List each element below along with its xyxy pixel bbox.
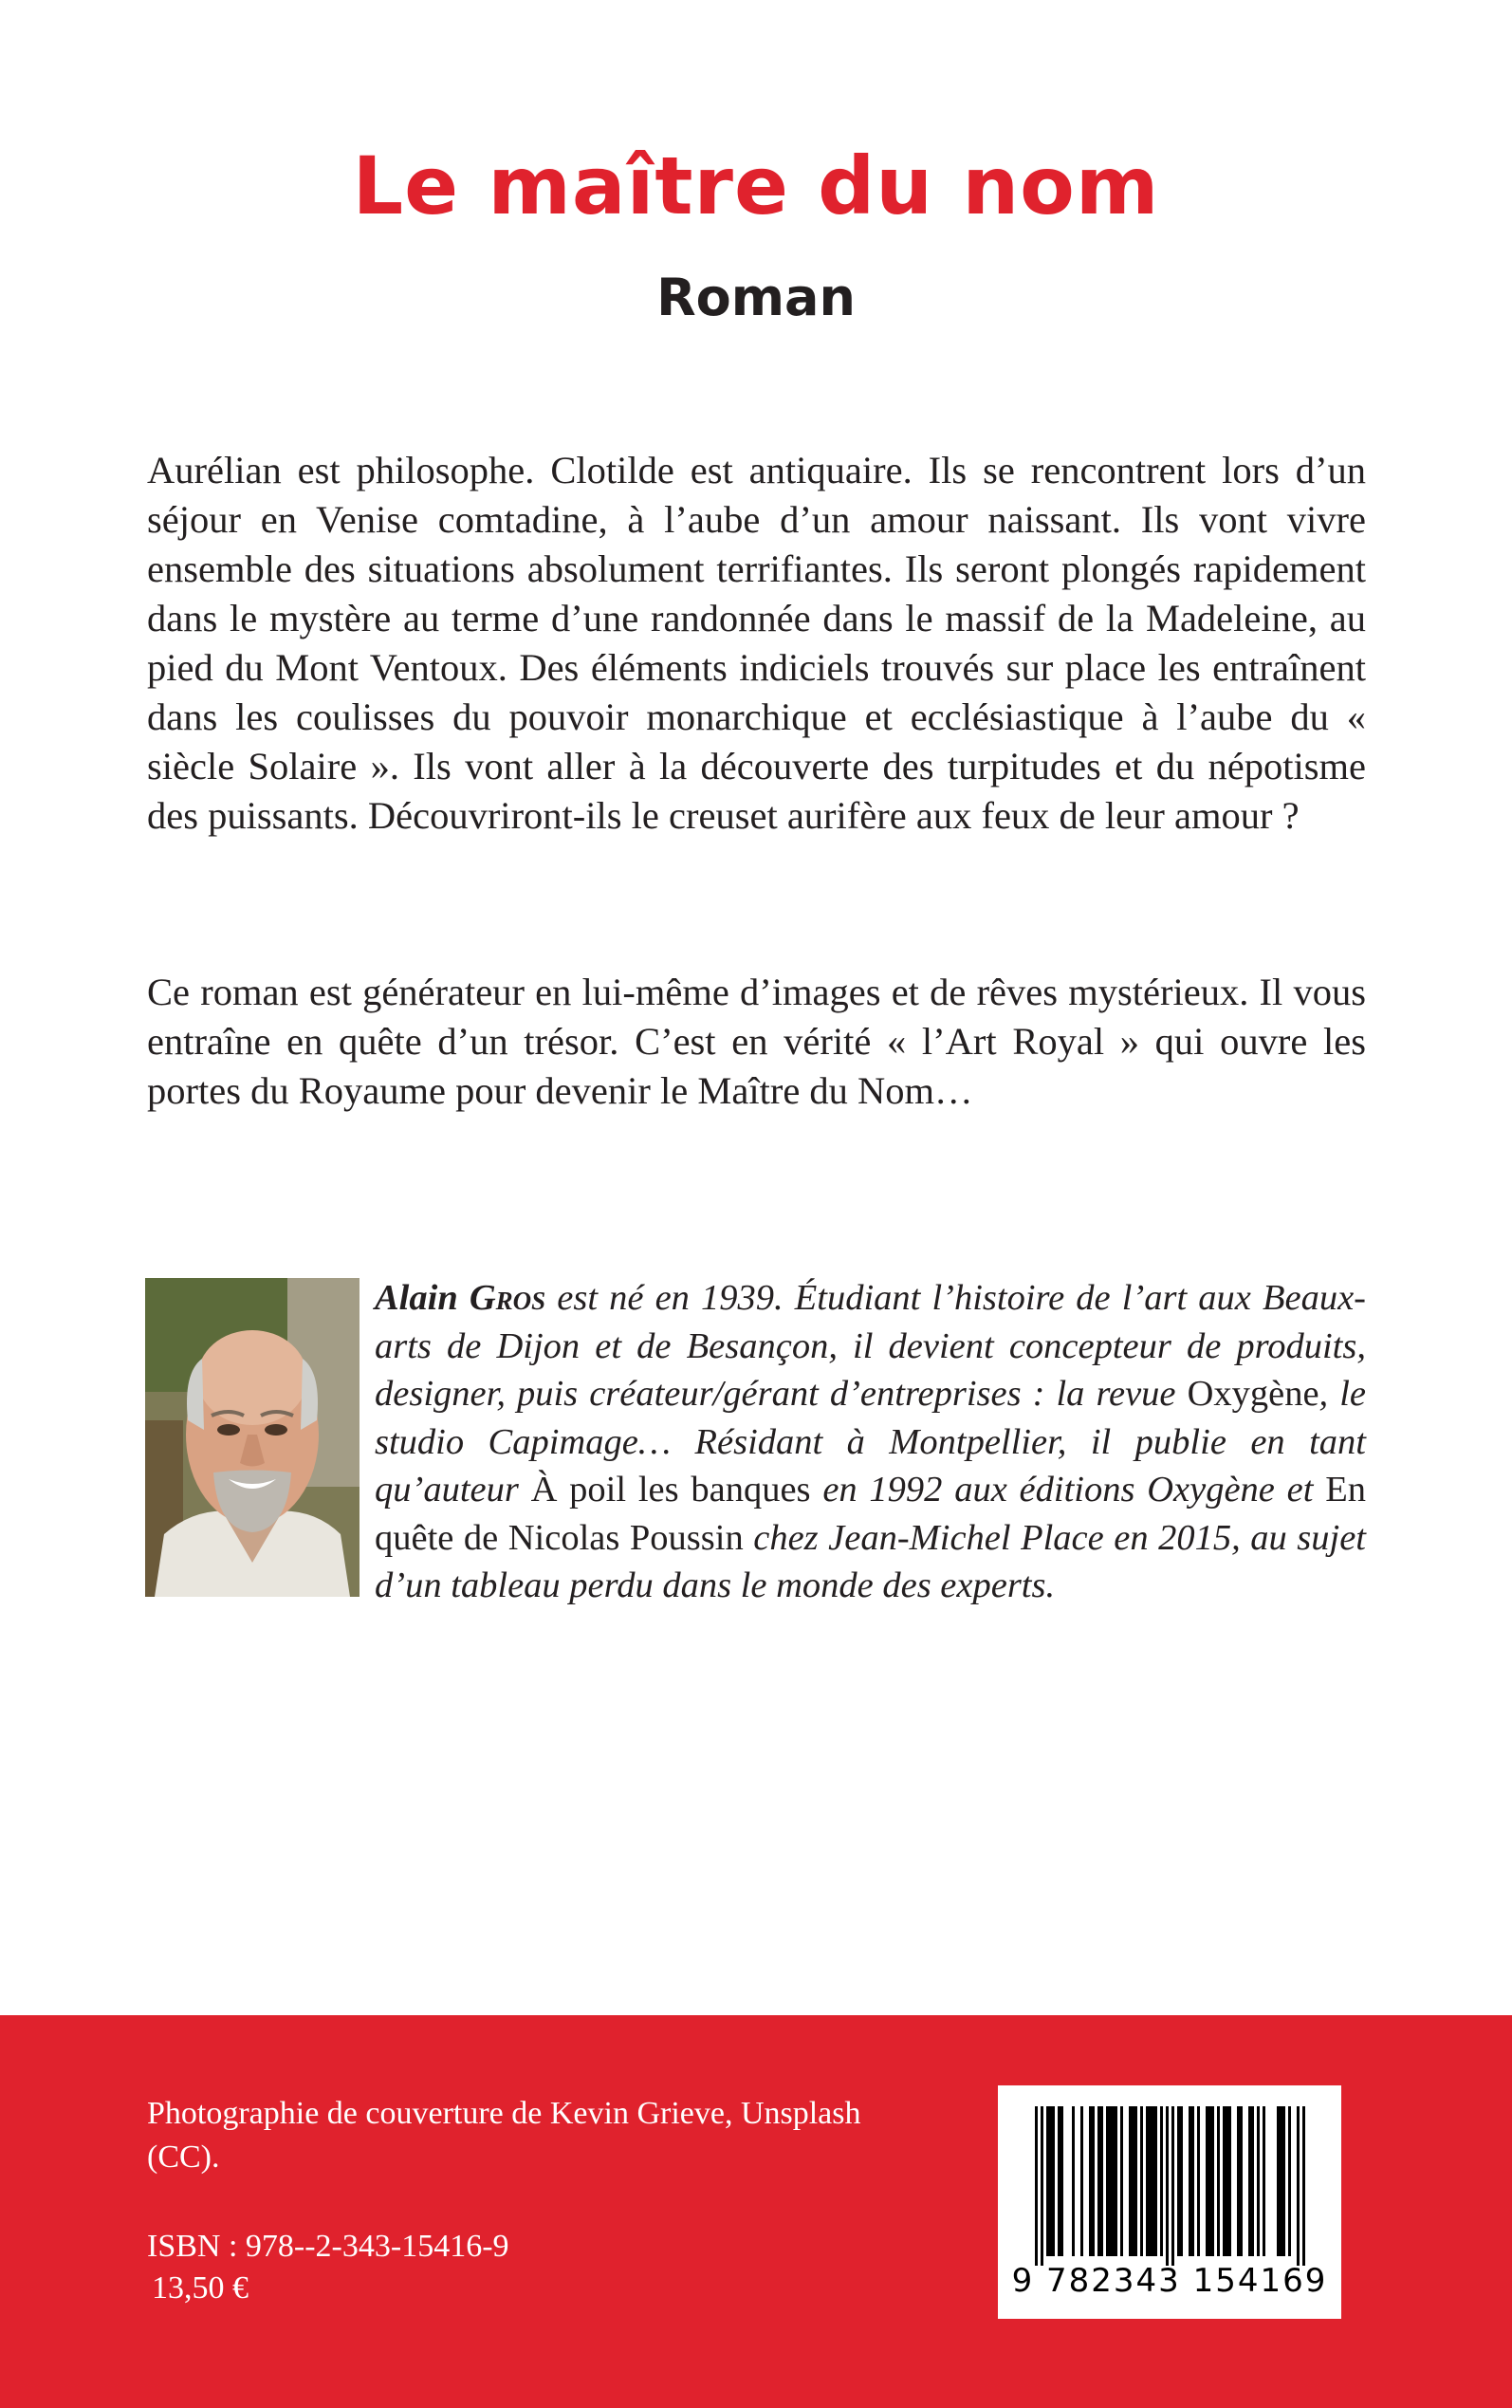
- barcode-bar: [1041, 2106, 1043, 2266]
- barcode-bar: [1115, 2106, 1117, 2256]
- barcode-bar: [1109, 2106, 1112, 2256]
- barcode-bar: [1171, 2106, 1174, 2266]
- barcode-bar: [1089, 2106, 1092, 2256]
- barcode-bar: [1072, 2106, 1075, 2256]
- barcode-bar: [1280, 2106, 1282, 2256]
- synopsis-paragraph-2: Ce roman est générateur en lui-même d’images et de rêves mystérieux. Il vous entraîne en quête d’un trésor. C’est en vérité « l’Art Royal » qui ouvre les portes du Royaume pour devenir le Maître du Nom…: [147, 971, 1366, 1112]
- barcode-bar: [1251, 2106, 1254, 2256]
- barcode-bar: [1112, 2106, 1115, 2256]
- barcode-bar: [1166, 2106, 1169, 2266]
- barcode-bar: [1277, 2106, 1280, 2256]
- book-title: Le maître du nom: [352, 139, 1160, 232]
- barcode-bar: [1092, 2106, 1095, 2256]
- barcode-bar: [1297, 2106, 1300, 2266]
- barcode-bar: [1049, 2106, 1052, 2256]
- author-photo: [145, 1278, 360, 1597]
- author-last-name: Gros: [469, 1278, 546, 1318]
- barcode-bar: [1217, 2106, 1220, 2256]
- barcode-bar: [1154, 2106, 1157, 2256]
- author-book-1-title: À poil les banques: [530, 1470, 811, 1510]
- barcode-bar: [1211, 2106, 1214, 2256]
- barcode-bar: [1226, 2106, 1228, 2256]
- barcode-bar: [1120, 2106, 1123, 2256]
- author-bio-text-2: , le studio Capimage… Résidant à Montpellier, il publie en tant qu’auteur: [375, 1374, 1366, 1510]
- barcode-bar: [1240, 2106, 1243, 2256]
- isbn: ISBN : 978--2-343-15416-9: [147, 2229, 509, 2264]
- barcode-bar: [1046, 2106, 1049, 2256]
- barcode-bar: [1097, 2106, 1100, 2256]
- barcode-bar: [1191, 2106, 1194, 2256]
- barcode-bar: [1060, 2106, 1063, 2256]
- synopsis-paragraph-1: Aurélian est philosophe. Clotilde est antiquaire. Ils se rencontrent lors d’un séjour en Venise comtadine, à l’aube d’un amour naissant. Ils vont vivre ensemble des situations absolument terrifiantes. Ils seront plongés rapidement dans le mystère au terme d’une randonnée dans le massif de la Madeleine, au pied du Mont Ventoux. Des éléments indiciels trouvés sur place les entraînent dans les coulisses du pouvoir monarchique et ecclésiastique à l’aube du « siècle Solaire ». Ils vont aller à la découverte des turpitudes et du népotisme des puissants. Découvriront-ils le creuset aurifère aux feux de leur amour ?: [147, 449, 1366, 837]
- author-magazine-name: Oxygène: [1187, 1374, 1319, 1414]
- barcode-bar: [1035, 2106, 1038, 2266]
- author-first-name: Alain: [375, 1278, 458, 1318]
- barcode-bar: [1237, 2106, 1240, 2256]
- barcode-bar: [1263, 2106, 1265, 2256]
- barcode-bar: [1206, 2106, 1208, 2256]
- barcode-bar: [1160, 2106, 1163, 2256]
- barcode-bar: [1282, 2106, 1285, 2256]
- barcode-bar: [1080, 2106, 1083, 2256]
- author-bio-text-1: est né en 1939. Étudiant l’histoire de l’art aux Beaux-arts de Dijon et de Besançon, il devient concepteur de produits, designer, puis créateur/gérant d’entreprises : la revue: [375, 1278, 1367, 1414]
- barcode-bar: [1132, 2106, 1134, 2256]
- price: 13,50 €: [152, 2270, 249, 2306]
- barcode-bar: [1177, 2106, 1180, 2256]
- barcode-bar: [1248, 2106, 1251, 2256]
- barcode-bar: [1058, 2106, 1060, 2256]
- author-bio-text-3: en 1992 aux éditions Oxygène et: [810, 1470, 1326, 1510]
- book-genre-subtitle: Roman: [656, 268, 856, 327]
- barcode-bar: [1149, 2106, 1152, 2256]
- barcode-bar: [1152, 2106, 1154, 2256]
- author-bio: [375, 1274, 1366, 1610]
- barcode-bar: [1228, 2106, 1231, 2256]
- barcode-bar: [1129, 2106, 1132, 2256]
- author-bio-text-4: chez Jean-Michel Place en 2015, au sujet d’un tableau perdu dans le monde des experts.: [375, 1517, 1366, 1605]
- barcode-bar: [1189, 2106, 1191, 2256]
- author-book-2-title: En quête de Nicolas Poussin: [375, 1470, 1366, 1558]
- barcode-number: 9 782343 154169: [1011, 2262, 1328, 2300]
- barcode-bar: [1197, 2106, 1200, 2256]
- barcode-panel: [998, 2085, 1341, 2319]
- cover-photo-credit: Photographie de couverture de Kevin Grieve, Unsplash (CC).: [147, 2096, 861, 2175]
- barcode-bar: [1140, 2106, 1143, 2256]
- barcode-bar: [1100, 2106, 1103, 2256]
- barcode-bar: [1208, 2106, 1211, 2256]
- barcode-bar: [1223, 2106, 1226, 2256]
- barcode-bar: [1288, 2106, 1291, 2256]
- barcode-bar: [1052, 2106, 1055, 2256]
- barcode-bar: [1180, 2106, 1183, 2256]
- barcode-bar: [1106, 2106, 1109, 2256]
- barcode-bar: [1134, 2106, 1137, 2256]
- barcode-bar: [1257, 2106, 1260, 2256]
- barcode-bar: [1302, 2106, 1305, 2266]
- barcode-bar: [1146, 2106, 1149, 2256]
